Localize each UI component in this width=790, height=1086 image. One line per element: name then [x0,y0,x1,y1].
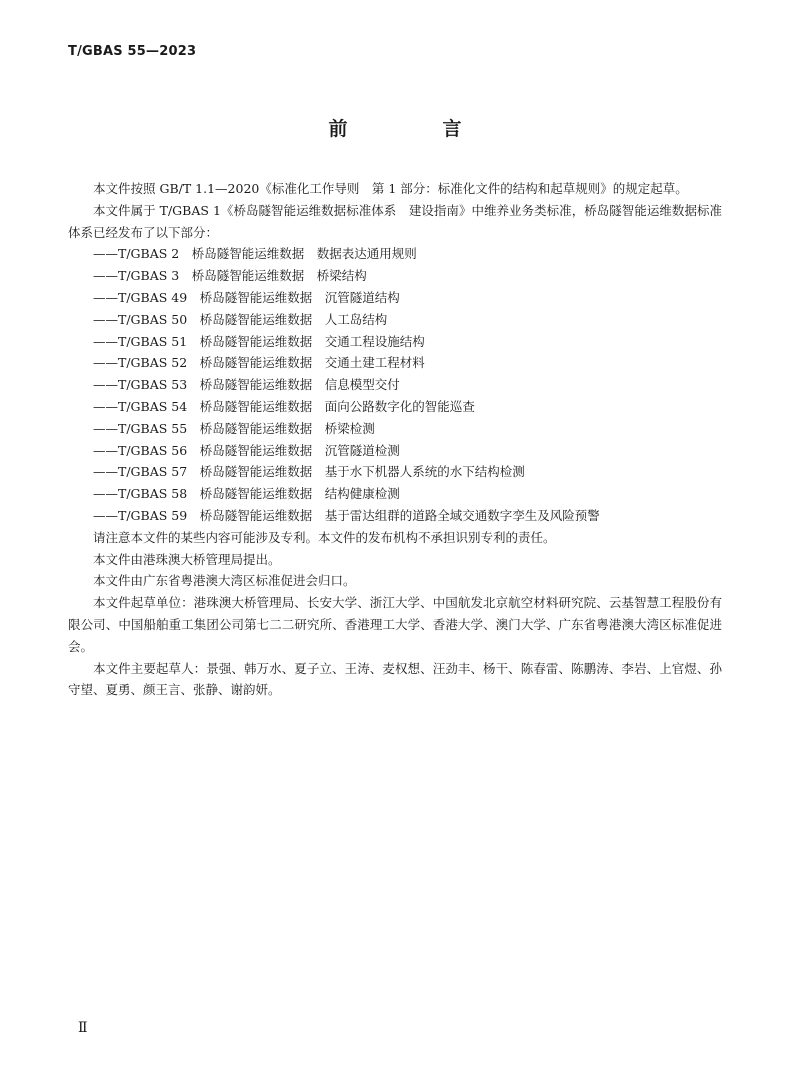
paragraph-drafting-basis: 本文件按照 GB/T 1.1—2020《标准化工作导则 第 1 部分：标准化文件的结构和起草规则》的规定起草。 [93,181,688,196]
page-title: 前 言 [328,118,500,140]
paragraph-proposer: 本文件由港珠澳大桥管理局提出。 [93,551,281,567]
page-number: Ⅱ [78,1020,88,1036]
list-item: ——T/GBAS 59 桥岛隧智能运维数据 基于雷达组群的道路全域交通数字孪生及风险预警 [93,507,600,523]
list-item: ——T/GBAS 56 桥岛隧智能运维数据 沉管隧道检测 [93,442,400,458]
paragraph-standard-system: 本文件属于 T/GBAS 1《桥岛隧智能运维数据标准体系 建设指南》中维养业务类标准，桥岛隧智能运维数据标准体系已经发布了以下部分： [68,202,722,240]
list-item: ——T/GBAS 58 桥岛隧智能运维数据 结构健康检测 [93,486,400,502]
foreword-body [68,178,722,701]
list-item: ——T/GBAS 51 桥岛隧智能运维数据 交通工程设施结构 [93,333,425,349]
document-code: T/GBAS 55—2023 [68,44,197,59]
paragraph-patent-notice: 请注意本文件的某些内容可能涉及专利。本文件的发布机构不承担识别专利的责任。 [93,529,556,545]
list-item: ——T/GBAS 3 桥岛隧智能运维数据 桥梁结构 [93,268,367,284]
published-parts-list [68,243,722,526]
list-item: ——T/GBAS 57 桥岛隧智能运维数据 基于水下机器人系统的水下结构检测 [93,464,525,480]
list-item: ——T/GBAS 50 桥岛隧智能运维数据 人工岛结构 [93,311,388,327]
list-item: ——T/GBAS 55 桥岛隧智能运维数据 桥梁检测 [93,420,375,436]
paragraph-drafting-units: 本文件起草单位：港珠澳大桥管理局、长安大学、浙江大学、中国航发北京航空材料研究院、云基智慧工程股份有限公司、中国船舶重工集团公司第七二二研究所、香港理工大学、香港大学、澳门大学、广东省粤港澳大湾区标准促进会。 [68,595,722,654]
list-item: ——T/GBAS 53 桥岛隧智能运维数据 信息模型交付 [93,377,400,393]
paragraph-drafters: 本文件主要起草人：景强、韩万水、夏子立、王涛、麦权想、汪劲丰、杨干、陈春雷、陈鹏涛、李岩、上官煜、孙守望、夏勇、颜王言、张静、谢韵妍。 [68,660,722,698]
list-item: ——T/GBAS 2 桥岛隧智能运维数据 数据表达通用规则 [93,246,417,262]
paragraph-centralized-unit: 本文件由广东省粤港澳大湾区标准促进会归口。 [93,573,356,589]
list-item: ——T/GBAS 52 桥岛隧智能运维数据 交通土建工程材料 [93,355,425,371]
list-item: ——T/GBAS 54 桥岛隧智能运维数据 面向公路数字化的智能巡查 [93,398,475,414]
list-item: ——T/GBAS 49 桥岛隧智能运维数据 沉管隧道结构 [93,289,400,305]
